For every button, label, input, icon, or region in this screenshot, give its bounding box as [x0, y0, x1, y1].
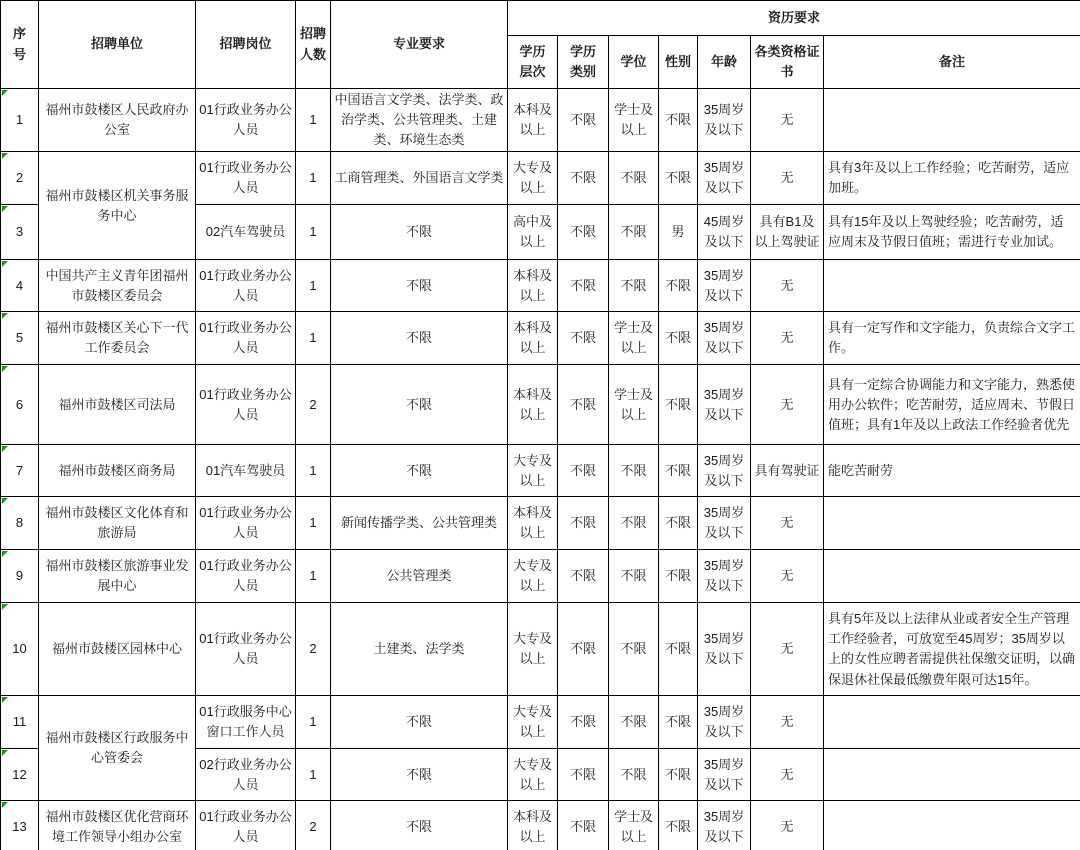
cell-cert: 无	[751, 260, 824, 312]
row-number: 6	[15, 396, 24, 412]
cell-age: 35周岁及以下	[698, 445, 751, 497]
cell-edu-level: 大专及以上	[508, 550, 558, 603]
row-number: 1	[15, 112, 24, 128]
cell-gender: 不限	[659, 365, 698, 445]
cell-edu-level: 大专及以上	[508, 152, 558, 205]
table-row	[1, 603, 1080, 696]
error-indicator-triangle	[2, 697, 8, 703]
header-edu-type	[558, 36, 609, 89]
table-row	[1, 89, 1080, 152]
table-row	[1, 260, 1080, 312]
cell-post: 01行政业务办公人员	[196, 260, 296, 312]
cell-degree: 不限	[609, 749, 659, 801]
cell-note	[824, 801, 1080, 850]
cell-major: 土建类、法学类	[331, 603, 508, 696]
cell-gender: 男	[659, 205, 698, 260]
cell-note: 具有15年及以上驾驶经验；吃苦耐劳，适应周末及节假日值班；需进行专业加试。	[824, 205, 1080, 260]
cell-age: 35周岁及以下	[698, 152, 751, 205]
row-number: 7	[15, 462, 24, 478]
cell-post: 01行政业务办公人员	[196, 550, 296, 603]
cell-degree: 不限	[609, 152, 659, 205]
cell-edu-type: 不限	[558, 89, 609, 152]
header-note: 备注	[824, 36, 1080, 89]
cell-unit: 福州市鼓楼区关心下一代工作委员会	[39, 312, 196, 365]
row-number: 11	[12, 714, 27, 730]
cell-degree: 不限	[609, 445, 659, 497]
cell-cert: 无	[751, 89, 824, 152]
header-post: 招聘岗位	[196, 1, 296, 89]
header-edu-level-label: 学历层次	[519, 43, 546, 79]
error-indicator-triangle	[2, 446, 8, 452]
error-indicator-triangle	[2, 313, 8, 319]
cell-note: 具有一定综合协调能力和文字能力，熟悉使用办公软件；吃苦耐劳，适应周末、节假日值班；具有1年及以上政法工作经验者优先	[824, 365, 1080, 445]
cell-post: 02行政业务办公人员	[196, 749, 296, 801]
header-no-label: 序号	[12, 26, 26, 62]
cell-note	[824, 550, 1080, 603]
cell-count: 1	[296, 312, 331, 365]
cell-unit: 福州市鼓楼区园林中心	[39, 603, 196, 696]
cell-note: 具有3年及以上工作经验；吃苦耐劳，适应加班。	[824, 152, 1080, 205]
cell-no	[1, 260, 39, 312]
cell-note	[824, 89, 1080, 152]
cell-cert: 无	[751, 365, 824, 445]
cell-cert: 无	[751, 749, 824, 801]
cell-unit: 福州市鼓楼区旅游事业发展中心	[39, 550, 196, 603]
cell-count: 1	[296, 205, 331, 260]
cell-major: 不限	[331, 696, 508, 749]
cell-count: 2	[296, 365, 331, 445]
cell-no	[1, 365, 39, 445]
header-cert-label: 各类资格证书	[754, 43, 820, 79]
cell-no	[1, 205, 39, 260]
error-indicator-triangle	[2, 750, 8, 756]
cell-degree: 学士及以上	[609, 312, 659, 365]
cell-post: 01行政业务办公人员	[196, 312, 296, 365]
cell-cert: 无	[751, 696, 824, 749]
cell-major: 新闻传播学类、公共管理类	[331, 497, 508, 550]
header-cert	[751, 36, 824, 89]
cell-no	[1, 749, 39, 801]
cell-edu-level: 本科及以上	[508, 801, 558, 850]
cell-cert: 无	[751, 497, 824, 550]
cell-note: 具有5年及以上法律从业或者安全生产管理工作经验者，可放宽至45周岁；35周岁以上的女性应聘者需提供社保缴交证明，以确保退休社保最低缴费年限可达15年。	[824, 603, 1080, 696]
row-number: 2	[15, 170, 24, 186]
cell-no	[1, 312, 39, 365]
cell-post: 01行政业务办公人员	[196, 801, 296, 850]
cell-edu-type: 不限	[558, 312, 609, 365]
cell-degree: 学士及以上	[609, 365, 659, 445]
cell-gender: 不限	[659, 696, 698, 749]
cell-degree: 学士及以上	[609, 89, 659, 152]
cell-gender: 不限	[659, 801, 698, 850]
cell-age: 35周岁及以下	[698, 497, 751, 550]
cell-edu-type: 不限	[558, 445, 609, 497]
cell-post: 02汽车驾驶员	[196, 205, 296, 260]
header-count-label: 招聘人数	[299, 26, 326, 62]
cell-degree: 不限	[609, 497, 659, 550]
cell-cert: 无	[751, 550, 824, 603]
table-row	[1, 445, 1080, 497]
cell-age: 35周岁及以下	[698, 603, 751, 696]
row-number: 12	[12, 766, 27, 782]
table-row	[1, 801, 1080, 850]
cell-count: 1	[296, 749, 331, 801]
row-number: 8	[15, 515, 24, 531]
cell-edu-type: 不限	[558, 550, 609, 603]
cell-post: 01行政业务办公人员	[196, 152, 296, 205]
header-degree: 学位	[609, 36, 659, 89]
cell-major: 中国语言文学类、法学类、政治学类、公共管理类、土建类、环境生态类	[331, 89, 508, 152]
cell-degree: 学士及以上	[609, 801, 659, 850]
cell-count: 1	[296, 696, 331, 749]
cell-note	[824, 260, 1080, 312]
cell-age: 35周岁及以下	[698, 260, 751, 312]
header-age: 年龄	[698, 36, 751, 89]
cell-edu-level: 大专及以上	[508, 603, 558, 696]
header-major: 专业要求	[331, 1, 508, 89]
cell-gender: 不限	[659, 89, 698, 152]
error-indicator-triangle	[2, 498, 8, 504]
cell-gender: 不限	[659, 749, 698, 801]
cell-edu-type: 不限	[558, 696, 609, 749]
cell-major: 不限	[331, 801, 508, 850]
cell-no	[1, 550, 39, 603]
header-count	[296, 1, 331, 89]
cell-note	[824, 696, 1080, 749]
cell-unit: 中国共产主义青年团福州市鼓楼区委员会	[39, 260, 196, 312]
cell-unit: 福州市鼓楼区行政服务中心管委会	[39, 696, 196, 801]
cell-no	[1, 497, 39, 550]
cell-no	[1, 152, 39, 205]
cell-edu-level: 本科及以上	[508, 312, 558, 365]
cell-edu-level: 大专及以上	[508, 445, 558, 497]
row-number: 9	[15, 568, 24, 584]
cell-note: 具有一定写作和文字能力，负责综合文字工作。	[824, 312, 1080, 365]
cell-age: 35周岁及以下	[698, 365, 751, 445]
cell-no	[1, 696, 39, 749]
cell-post: 01行政业务办公人员	[196, 497, 296, 550]
table-row	[1, 696, 1080, 749]
cell-major: 不限	[331, 365, 508, 445]
cell-gender: 不限	[659, 260, 698, 312]
cell-major: 不限	[331, 312, 508, 365]
cell-edu-type: 不限	[558, 365, 609, 445]
cell-edu-level: 本科及以上	[508, 89, 558, 152]
cell-note	[824, 497, 1080, 550]
cell-edu-level: 高中及以上	[508, 205, 558, 260]
error-indicator-triangle	[2, 153, 8, 159]
cell-unit: 福州市鼓楼区商务局	[39, 445, 196, 497]
cell-cert: 无	[751, 801, 824, 850]
error-indicator-triangle	[2, 802, 8, 808]
cell-edu-type: 不限	[558, 749, 609, 801]
table-row	[1, 152, 1080, 205]
error-indicator-triangle	[2, 206, 8, 212]
cell-post: 01行政服务中心窗口工作人员	[196, 696, 296, 749]
header-edu-type-label: 学历类别	[569, 43, 596, 79]
cell-post: 01行政业务办公人员	[196, 89, 296, 152]
cell-count: 1	[296, 260, 331, 312]
cell-count: 2	[296, 801, 331, 850]
cell-major: 不限	[331, 749, 508, 801]
cell-count: 1	[296, 550, 331, 603]
header-gender: 性别	[659, 36, 698, 89]
row-number: 5	[15, 330, 24, 346]
cell-count: 2	[296, 603, 331, 696]
cell-unit: 福州市鼓楼区人民政府办公室	[39, 89, 196, 152]
cell-edu-type: 不限	[558, 260, 609, 312]
cell-unit: 福州市鼓楼区文化体育和旅游局	[39, 497, 196, 550]
cell-age: 35周岁及以下	[698, 749, 751, 801]
cell-cert: 无	[751, 312, 824, 365]
cell-age: 35周岁及以下	[698, 696, 751, 749]
error-indicator-triangle	[2, 551, 8, 557]
cell-degree: 不限	[609, 260, 659, 312]
cell-gender: 不限	[659, 550, 698, 603]
error-indicator-triangle	[2, 261, 8, 267]
cell-post: 01汽车驾驶员	[196, 445, 296, 497]
cell-note: 能吃苦耐劳	[824, 445, 1080, 497]
header-qualification-group: 资历要求	[508, 1, 1080, 36]
cell-major: 不限	[331, 445, 508, 497]
cell-count: 1	[296, 89, 331, 152]
cell-major: 公共管理类	[331, 550, 508, 603]
header-edu-level	[508, 36, 558, 89]
cell-edu-level: 大专及以上	[508, 749, 558, 801]
cell-degree: 不限	[609, 696, 659, 749]
cell-note	[824, 749, 1080, 801]
cell-age: 45周岁及以下	[698, 205, 751, 260]
row-number: 10	[12, 641, 27, 657]
cell-degree: 不限	[609, 603, 659, 696]
cell-major: 工商管理类、外国语言文学类	[331, 152, 508, 205]
cell-cert: 无	[751, 603, 824, 696]
cell-major: 不限	[331, 205, 508, 260]
cell-post: 01行政业务办公人员	[196, 603, 296, 696]
cell-gender: 不限	[659, 497, 698, 550]
error-indicator-triangle	[2, 366, 8, 372]
cell-cert: 具有驾驶证	[751, 445, 824, 497]
table-row	[1, 312, 1080, 365]
cell-gender: 不限	[659, 445, 698, 497]
header-unit: 招聘单位	[39, 1, 196, 89]
cell-count: 1	[296, 497, 331, 550]
cell-post: 01行政业务办公人员	[196, 365, 296, 445]
cell-no	[1, 801, 39, 850]
row-number: 4	[15, 277, 24, 293]
table-row	[1, 497, 1080, 550]
error-indicator-triangle	[2, 90, 8, 96]
cell-major: 不限	[331, 260, 508, 312]
row-number: 3	[15, 224, 24, 240]
cell-no	[1, 603, 39, 696]
error-indicator-triangle	[2, 604, 8, 610]
cell-cert: 具有B1及以上驾驶证	[751, 205, 824, 260]
cell-degree: 不限	[609, 550, 659, 603]
cell-edu-type: 不限	[558, 497, 609, 550]
cell-age: 35周岁及以下	[698, 312, 751, 365]
table-row	[1, 365, 1080, 445]
cell-edu-level: 本科及以上	[508, 365, 558, 445]
cell-gender: 不限	[659, 152, 698, 205]
cell-edu-type: 不限	[558, 205, 609, 260]
cell-unit: 福州市鼓楼区优化营商环境工作领导小组办公室	[39, 801, 196, 850]
cell-no	[1, 445, 39, 497]
cell-gender: 不限	[659, 312, 698, 365]
cell-unit: 福州市鼓楼区机关事务服务中心	[39, 152, 196, 260]
cell-unit: 福州市鼓楼区司法局	[39, 365, 196, 445]
cell-age: 35周岁及以下	[698, 89, 751, 152]
cell-edu-level: 本科及以上	[508, 260, 558, 312]
cell-edu-type: 不限	[558, 603, 609, 696]
header-no	[1, 1, 39, 89]
cell-degree: 不限	[609, 205, 659, 260]
cell-count: 1	[296, 152, 331, 205]
cell-edu-type: 不限	[558, 801, 609, 850]
cell-edu-level: 本科及以上	[508, 497, 558, 550]
cell-cert: 无	[751, 152, 824, 205]
row-number: 13	[12, 819, 27, 835]
cell-gender: 不限	[659, 603, 698, 696]
cell-no	[1, 89, 39, 152]
cell-age: 35周岁及以下	[698, 550, 751, 603]
cell-count: 1	[296, 445, 331, 497]
cell-edu-level: 大专及以上	[508, 696, 558, 749]
cell-edu-type: 不限	[558, 152, 609, 205]
table-row	[1, 550, 1080, 603]
cell-age: 35周岁及以下	[698, 801, 751, 850]
